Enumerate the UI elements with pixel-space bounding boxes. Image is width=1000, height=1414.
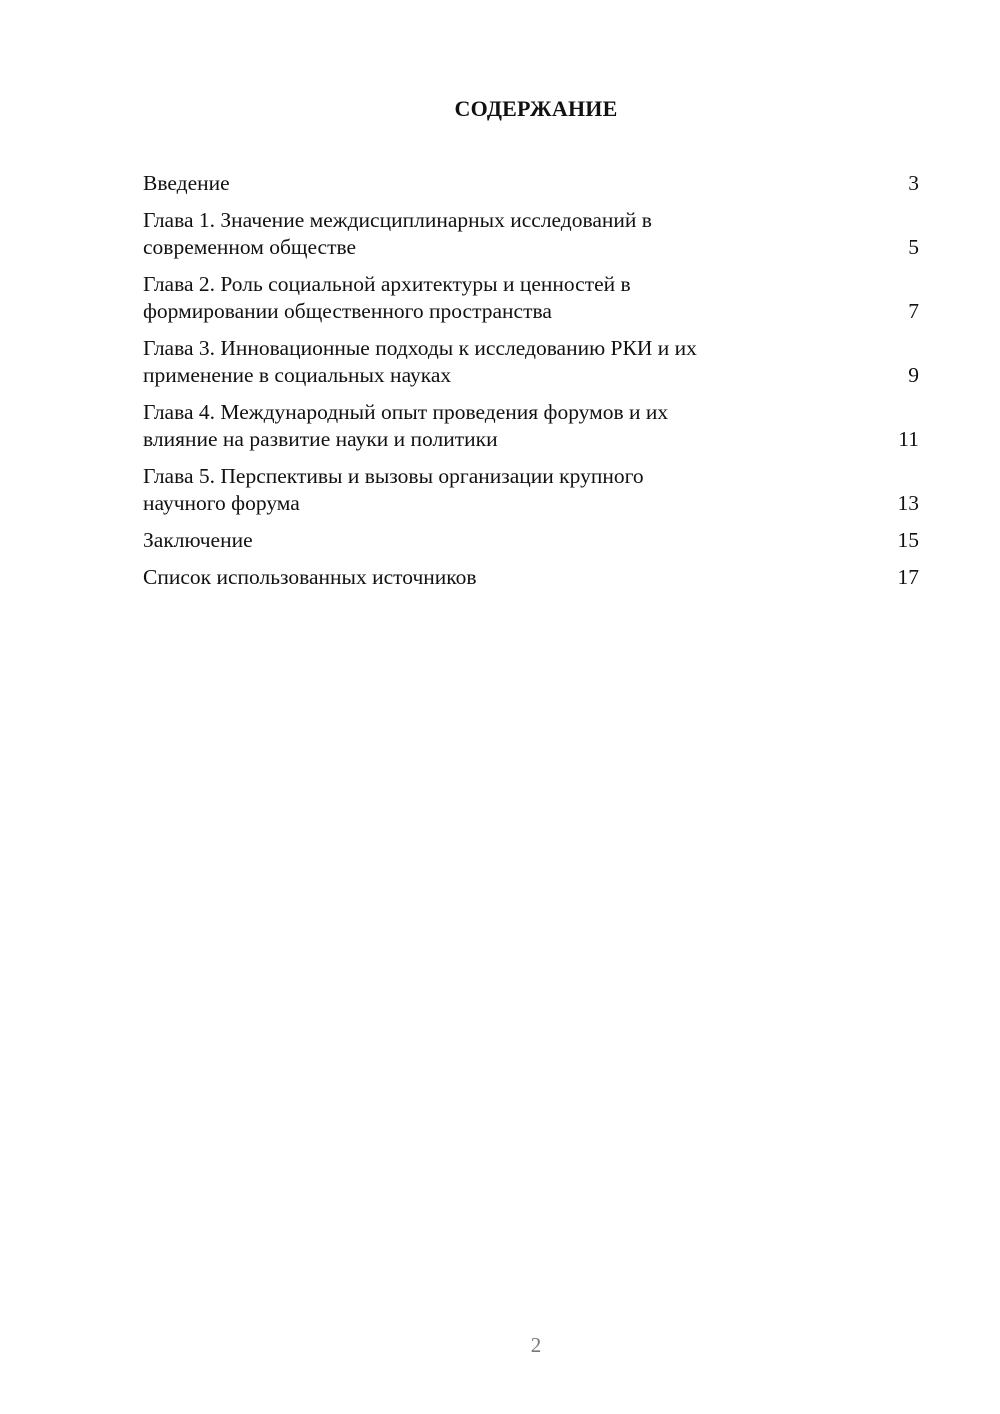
toc-line: Глава 1. Значение междисциплинарных исследований в: [143, 208, 652, 232]
toc-entry-conclusion: [143, 527, 919, 554]
toc-line: Глава 3. Инновационные подходы к исследованию РКИ и их: [143, 336, 697, 360]
toc-page-number: 15: [897, 528, 919, 552]
toc-line: современном обществе: [143, 235, 357, 259]
toc-page-number: 11: [898, 427, 919, 451]
toc-line: Глава 2. Роль социальной архитектуры и ценностей в: [143, 272, 631, 296]
toc-entry-chapter-3: [143, 335, 919, 389]
toc-entry-text: [143, 399, 823, 453]
toc-entry-text: [143, 207, 823, 261]
toc-page-number: 7: [908, 299, 919, 323]
toc-entry-introduction: [143, 170, 919, 197]
toc-entry-text: [143, 335, 823, 389]
toc-line: Заключение: [143, 528, 253, 552]
toc-line: Глава 4. Международный опыт проведения форумов и их: [143, 400, 669, 424]
toc-entry-text: [143, 170, 823, 197]
toc-page-number: 13: [897, 491, 919, 515]
toc-entry-text: [143, 271, 823, 325]
toc-entry-chapter-2: [143, 271, 919, 325]
toc-entry-references: [143, 564, 919, 591]
toc-entry-chapter-5: [143, 463, 919, 517]
toc-line: применение в социальных науках: [143, 363, 452, 387]
toc-entry-text: [143, 463, 823, 517]
toc-entry-text: [143, 527, 823, 554]
page-number: 2: [530, 1333, 542, 1357]
toc-page-number: 9: [908, 363, 919, 387]
page-title: СОДЕРЖАНИЕ: [454, 96, 618, 121]
toc-page-number: 3: [908, 171, 919, 195]
toc-line: Глава 5. Перспективы и вызовы организации крупного: [143, 464, 644, 488]
table-of-contents: [143, 170, 919, 601]
toc-line: Введение: [143, 171, 230, 195]
toc-entry-chapter-4: [143, 399, 919, 453]
toc-entry-text: [143, 564, 823, 591]
toc-line: Список использованных источников: [143, 565, 477, 589]
toc-line: формировании общественного пространства: [143, 299, 552, 323]
toc-page-number: 5: [908, 235, 919, 259]
toc-line: влияние на развитие науки и политики: [143, 427, 498, 451]
toc-line: научного форума: [143, 491, 300, 515]
toc-entry-chapter-1: [143, 207, 919, 261]
toc-page-number: 17: [897, 565, 919, 589]
